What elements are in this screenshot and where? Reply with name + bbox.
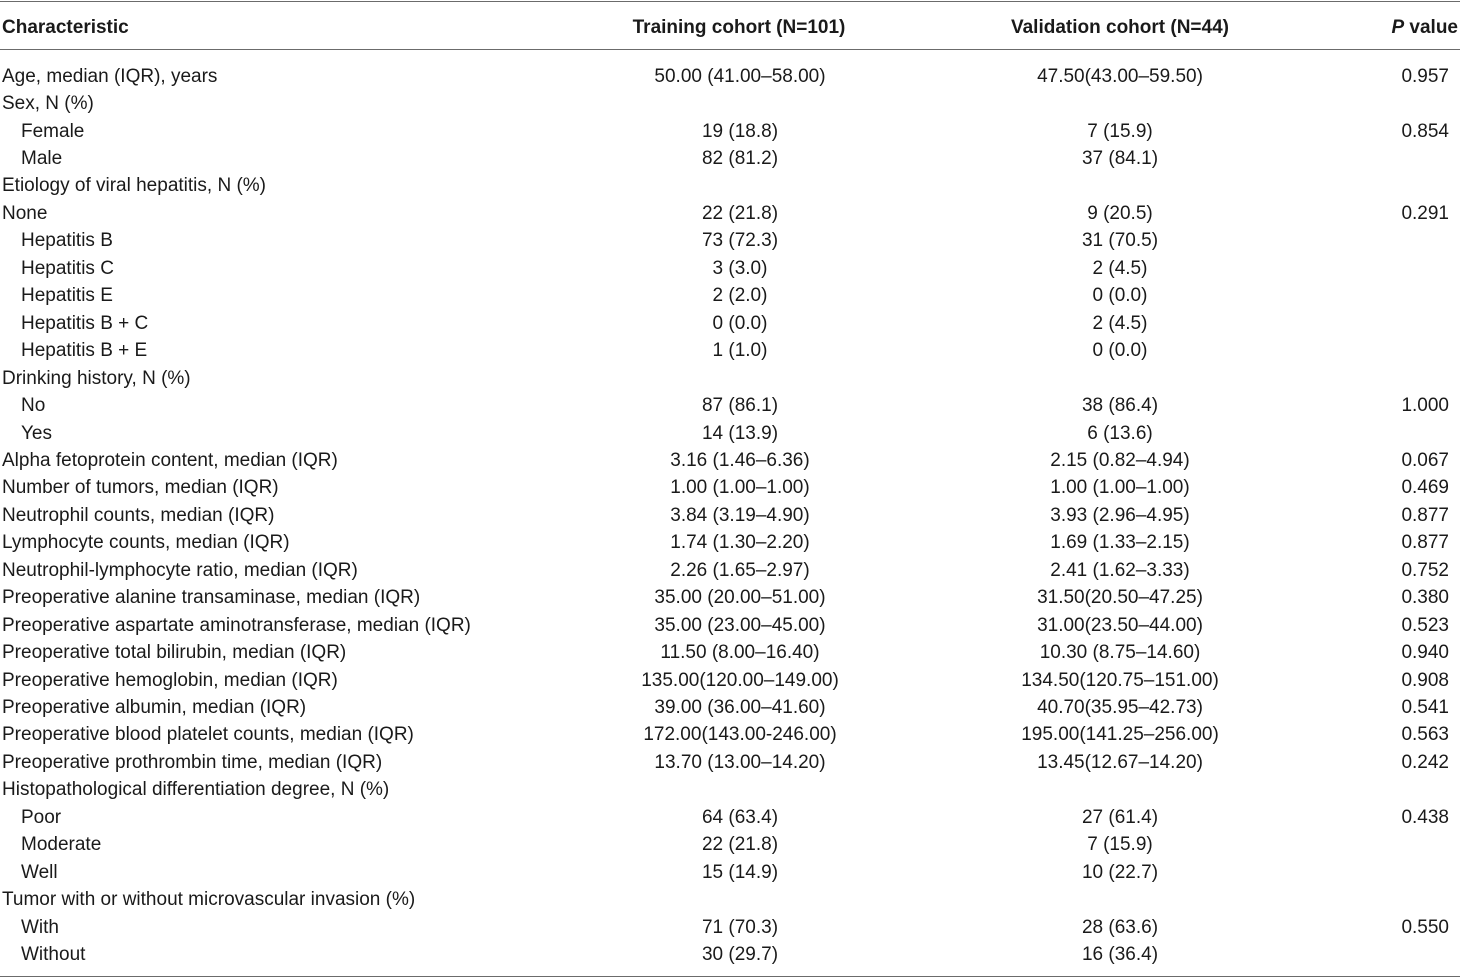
table-row xyxy=(0,804,1460,831)
row-characteristic: Preoperative alanine transaminase, median (IQR) xyxy=(2,587,421,609)
row-characteristic: Preoperative albumin, median (IQR) xyxy=(2,697,307,719)
row-validation-value: 31.00(23.50–44.00) xyxy=(1037,614,1203,636)
table-row xyxy=(0,172,1460,199)
row-p-value: 0.563 xyxy=(1401,724,1449,746)
table-row xyxy=(0,694,1460,721)
row-training-value: 3.16 (1.46–6.36) xyxy=(670,449,810,471)
table-row xyxy=(0,447,1460,474)
row-characteristic: Hepatitis B + E xyxy=(21,340,148,362)
row-training-value: 172.00(143.00-246.00) xyxy=(643,724,837,746)
row-validation-value: 28 (63.6) xyxy=(1081,916,1159,938)
table-row xyxy=(0,364,1460,391)
row-p-value: 0.877 xyxy=(1401,504,1449,526)
row-p-value: 0.067 xyxy=(1401,449,1449,471)
table-row xyxy=(0,584,1460,611)
row-p-value: 0.854 xyxy=(1401,120,1449,142)
table-row xyxy=(0,749,1460,776)
row-validation-value: 0 (0.0) xyxy=(1092,340,1148,362)
row-training-value: 19 (18.8) xyxy=(701,120,779,142)
table-row xyxy=(0,941,1460,968)
row-characteristic: With xyxy=(21,916,59,938)
row-characteristic: Lymphocyte counts, median (IQR) xyxy=(2,532,290,554)
row-validation-value: 10 (22.7) xyxy=(1081,861,1159,883)
table-row xyxy=(0,831,1460,858)
row-training-value: 2 (2.0) xyxy=(712,285,768,307)
row-validation-value: 3.93 (2.96–4.95) xyxy=(1050,504,1190,526)
row-validation-value: 9 (20.5) xyxy=(1087,202,1153,224)
table-row xyxy=(0,639,1460,666)
row-training-value: 1 (1.0) xyxy=(712,340,768,362)
row-training-value: 11.50 (8.00–16.40) xyxy=(660,642,820,664)
row-characteristic: Neutrophil counts, median (IQR) xyxy=(2,504,275,526)
row-characteristic: Female xyxy=(21,120,85,142)
table-row xyxy=(0,612,1460,639)
row-characteristic: Hepatitis C xyxy=(21,257,114,279)
table-row xyxy=(0,117,1460,144)
row-training-value: 1.74 (1.30–2.20) xyxy=(670,532,810,554)
row-p-value: 0.550 xyxy=(1401,916,1449,938)
row-characteristic: Preoperative blood platelet counts, median (IQR) xyxy=(2,724,414,746)
table-row xyxy=(0,557,1460,584)
row-validation-value: 195.00(141.25–256.00) xyxy=(1021,724,1219,746)
row-validation-value: 6 (13.6) xyxy=(1087,422,1153,444)
table-row xyxy=(0,474,1460,501)
row-characteristic: Tumor with or without microvascular invasion (%) xyxy=(2,889,416,911)
row-training-value: 2.26 (1.65–2.97) xyxy=(670,559,810,581)
row-validation-value: 2 (4.5) xyxy=(1092,257,1148,279)
row-p-value: 0.469 xyxy=(1401,477,1449,499)
row-validation-value: 134.50(120.75–151.00) xyxy=(1021,669,1219,691)
row-p-value: 0.438 xyxy=(1401,806,1449,828)
row-training-value: 0 (0.0) xyxy=(712,312,768,334)
table-row xyxy=(0,529,1460,556)
row-characteristic: Preoperative aspartate aminotransferase, median (IQR) xyxy=(2,614,471,636)
row-characteristic: Number of tumors, median (IQR) xyxy=(2,477,279,499)
row-validation-value: 10.30 (8.75–14.60) xyxy=(1039,642,1201,664)
row-validation-value: 27 (61.4) xyxy=(1081,806,1159,828)
row-p-value: 0.877 xyxy=(1401,532,1449,554)
row-validation-value: 13.45(12.67–14.20) xyxy=(1037,751,1203,773)
table-top-rule xyxy=(0,1,1460,2)
row-training-value: 22 (21.8) xyxy=(701,834,779,856)
table-row xyxy=(0,913,1460,940)
row-p-value: 0.291 xyxy=(1401,202,1449,224)
row-training-value: 135.00(120.00–149.00) xyxy=(641,669,839,691)
header-validation-cohort: Validation cohort (N=44) xyxy=(1010,16,1229,38)
row-characteristic: Neutrophil-lymphocyte ratio, median (IQR) xyxy=(2,559,358,581)
table-row xyxy=(0,859,1460,886)
row-training-value: 39.00 (36.00–41.60) xyxy=(654,697,826,719)
row-characteristic: Alpha fetoprotein content, median (IQR) xyxy=(2,449,338,471)
row-p-value: 0.523 xyxy=(1401,614,1449,636)
table-row xyxy=(0,886,1460,913)
row-validation-value: 1.00 (1.00–1.00) xyxy=(1050,477,1190,499)
row-training-value: 35.00 (20.00–51.00) xyxy=(654,587,826,609)
row-validation-value: 37 (84.1) xyxy=(1081,148,1159,170)
row-training-value: 87 (86.1) xyxy=(701,395,779,417)
header-characteristic: Characteristic xyxy=(2,16,129,38)
row-p-value: 0.541 xyxy=(1401,697,1449,719)
table-row xyxy=(0,666,1460,693)
table-header-row xyxy=(0,8,1460,46)
row-characteristic: Histopathological differentiation degree, N (%) xyxy=(2,779,390,801)
row-characteristic: Poor xyxy=(21,806,62,828)
row-p-value: 0.380 xyxy=(1401,587,1449,609)
row-validation-value: 2.41 (1.62–3.33) xyxy=(1050,559,1190,581)
row-characteristic: None xyxy=(2,202,48,224)
table-row xyxy=(0,392,1460,419)
table-row xyxy=(0,200,1460,227)
row-training-value: 3 (3.0) xyxy=(712,257,768,279)
table-row xyxy=(0,145,1460,172)
row-characteristic: Without xyxy=(21,944,86,966)
row-validation-value: 1.69 (1.33–2.15) xyxy=(1050,532,1190,554)
table-row xyxy=(0,419,1460,446)
row-training-value: 3.84 (3.19–4.90) xyxy=(670,504,810,526)
row-training-value: 15 (14.9) xyxy=(701,861,779,883)
row-characteristic: No xyxy=(21,395,46,417)
row-training-value: 71 (70.3) xyxy=(701,916,779,938)
row-characteristic: Male xyxy=(21,148,63,170)
row-characteristic: Yes xyxy=(21,422,52,444)
table-row xyxy=(0,63,1460,90)
row-training-value: 1.00 (1.00–1.00) xyxy=(670,477,810,499)
table-row xyxy=(0,282,1460,309)
row-validation-value: 47.50(43.00–59.50) xyxy=(1037,65,1203,87)
row-training-value: 73 (72.3) xyxy=(701,230,779,252)
row-p-value: 0.940 xyxy=(1401,642,1449,664)
table-row xyxy=(0,255,1460,282)
row-validation-value: 40.70(35.95–42.73) xyxy=(1037,697,1203,719)
row-characteristic: Hepatitis B + C xyxy=(21,312,149,334)
row-validation-value: 31 (70.5) xyxy=(1081,230,1159,252)
table-bottom-rule xyxy=(0,976,1460,977)
table-row xyxy=(0,310,1460,337)
table-row xyxy=(0,337,1460,364)
row-validation-value: 0 (0.0) xyxy=(1092,285,1148,307)
row-validation-value: 7 (15.9) xyxy=(1087,120,1153,142)
row-p-value: 0.752 xyxy=(1401,559,1449,581)
row-training-value: 64 (63.4) xyxy=(701,806,779,828)
row-characteristic: Moderate xyxy=(21,834,102,856)
row-characteristic: Hepatitis B xyxy=(21,230,113,252)
row-training-value: 14 (13.9) xyxy=(701,422,779,444)
table-row xyxy=(0,721,1460,748)
row-characteristic: Etiology of viral hepatitis, N (%) xyxy=(2,175,266,197)
header-p-suffix: value xyxy=(1404,16,1458,38)
table-header-rule xyxy=(0,49,1460,50)
row-training-value: 35.00 (23.00–45.00) xyxy=(654,614,826,636)
header-p-value xyxy=(1391,18,1458,37)
row-training-value: 50.00 (41.00–58.00) xyxy=(654,65,826,87)
row-characteristic: Hepatitis E xyxy=(21,285,113,307)
row-validation-value: 7 (15.9) xyxy=(1087,834,1153,856)
row-characteristic: Drinking history, N (%) xyxy=(2,367,191,389)
table-row xyxy=(0,776,1460,803)
row-characteristic: Well xyxy=(21,861,58,883)
row-validation-value: 38 (86.4) xyxy=(1081,395,1159,417)
row-p-value: 1.000 xyxy=(1401,395,1449,417)
header-training-cohort: Training cohort (N=101) xyxy=(632,16,846,38)
row-validation-value: 2.15 (0.82–4.94) xyxy=(1050,449,1190,471)
row-validation-value: 31.50(20.50–47.25) xyxy=(1037,587,1203,609)
table-row xyxy=(0,502,1460,529)
row-characteristic: Preoperative hemoglobin, median (IQR) xyxy=(2,669,338,691)
row-p-value: 0.957 xyxy=(1401,65,1449,87)
row-characteristic: Age, median (IQR), years xyxy=(2,65,218,87)
header-p-letter: P xyxy=(1391,16,1405,38)
row-p-value: 0.908 xyxy=(1401,669,1449,691)
table-row xyxy=(0,90,1460,117)
row-characteristic: Sex, N (%) xyxy=(2,93,94,115)
row-training-value: 22 (21.8) xyxy=(701,202,779,224)
row-p-value: 0.242 xyxy=(1401,751,1449,773)
row-training-value: 30 (29.7) xyxy=(701,944,779,966)
row-training-value: 82 (81.2) xyxy=(701,148,779,170)
row-characteristic: Preoperative prothrombin time, median (IQR) xyxy=(2,751,383,773)
row-training-value: 13.70 (13.00–14.20) xyxy=(654,751,826,773)
row-characteristic: Preoperative total bilirubin, median (IQR) xyxy=(2,642,347,664)
row-validation-value: 16 (36.4) xyxy=(1081,944,1159,966)
table-row xyxy=(0,227,1460,254)
row-validation-value: 2 (4.5) xyxy=(1092,312,1148,334)
